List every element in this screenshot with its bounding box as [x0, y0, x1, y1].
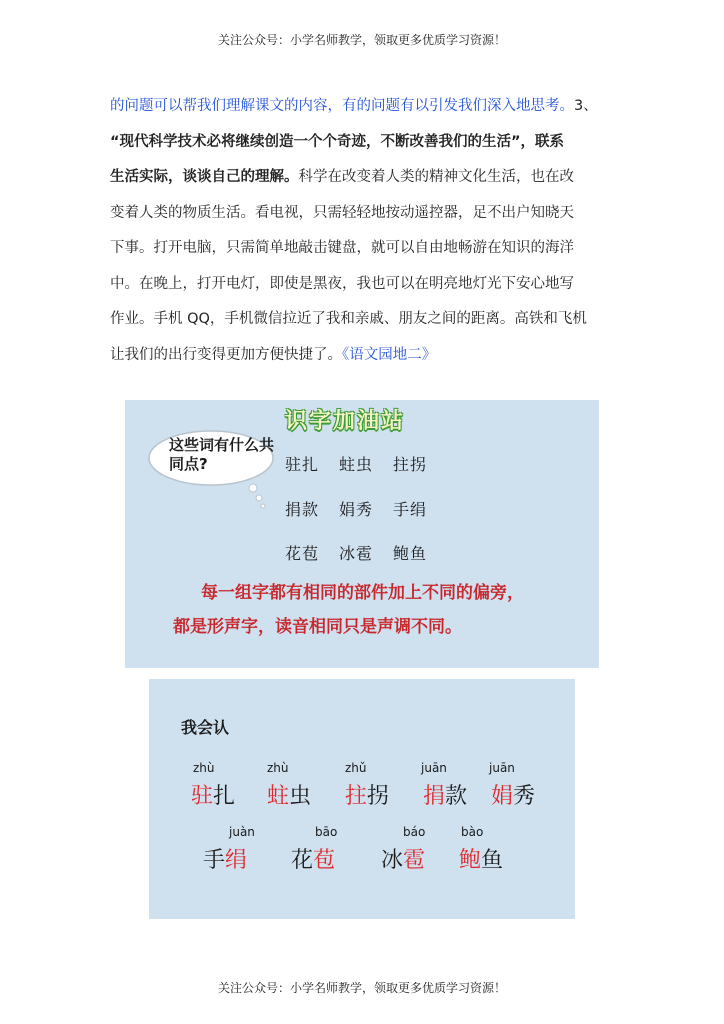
word: 拄拐 [393, 455, 428, 474]
word [459, 843, 503, 874]
word-row [285, 541, 447, 564]
pinyin: juàn [229, 825, 255, 839]
word: 花苞 [285, 544, 320, 563]
pinyin: juān [489, 761, 515, 775]
recognize-card [149, 679, 575, 919]
target-char: 鲍 [459, 848, 482, 873]
char: 花 [291, 848, 314, 873]
char: 拐 [367, 784, 390, 809]
body-line-blue: 的问题可以帮我们理解课文的内容，有的问题有以引发我们深入地思考。 [110, 98, 574, 114]
word: 驻扎 [285, 455, 320, 474]
pinyin: bào [461, 825, 484, 839]
target-char: 娟 [491, 784, 514, 809]
word: 冰雹 [339, 544, 374, 563]
word: 手绢 [393, 500, 428, 519]
target-char: 苞 [313, 848, 336, 873]
pinyin: báo [403, 825, 426, 839]
question-number: 3、 [574, 98, 598, 114]
body-line [110, 92, 618, 128]
word [491, 779, 535, 810]
body-line-bold: 生活实际，谈谈自己的理解。 [110, 169, 299, 185]
word: 捐款 [285, 500, 320, 519]
target-char: 雹 [403, 848, 426, 873]
word [191, 779, 235, 810]
word-row [285, 452, 447, 475]
body-line: 作业。手机 QQ，手机微信拉近了我和亲戚、朋友之间的距离。高铁和飞机 [110, 311, 587, 327]
body-line-rest: 科学在改变着人类的精神文化生活，也在改 [298, 169, 574, 185]
body-line: 中。在晚上，打开电灯，即使是黑夜，我也可以在明亮地灯光下安心地写 [110, 275, 574, 292]
pinyin: juān [421, 761, 447, 775]
pinyin: zhù [193, 761, 215, 775]
card-title: 我会认 [181, 715, 229, 738]
word: 娟秀 [339, 500, 374, 519]
char: 鱼 [481, 848, 504, 873]
bubble-question: 这些词有什么共同点? [169, 436, 275, 473]
word [291, 843, 335, 874]
target-char: 绢 [225, 848, 248, 873]
page-footer: 关注公众号：小学名师教学，领取更多优质学习资源！ [217, 981, 506, 995]
target-char: 蛀 [267, 784, 290, 809]
section-link[interactable]: 《语文园地二》 [342, 346, 437, 363]
body-line [110, 341, 618, 377]
word [267, 779, 311, 810]
word: 鲍鱼 [393, 544, 428, 563]
target-char: 捐 [423, 784, 446, 809]
body-line: 下事。打开电脑，只需简单地敲击键盘，就可以自由地畅游在知识的海洋 [110, 240, 574, 256]
body-line: 变着人类的物质生活。看电视，只需轻轻地按动遥控器，足不出户知晓天 [110, 204, 574, 221]
word [345, 779, 389, 810]
char: 秀 [513, 784, 536, 809]
note-line: 每一组字都有相同的部件加上不同的偏旁， [201, 583, 524, 603]
target-char: 拄 [345, 784, 368, 809]
char: 扎 [213, 784, 236, 809]
pinyin: zhǔ [345, 761, 367, 775]
note-line: 都是形声字，读音相同只是声调不同。 [173, 617, 462, 637]
card-title: 识字加油站 [285, 409, 406, 434]
char: 款 [445, 784, 468, 809]
pinyin: zhù [267, 761, 289, 775]
body-text [110, 92, 618, 376]
body-line: “现代科学技术必将继续创造一个个奇迹，不断改善我们的生活”，联系 [110, 133, 565, 150]
page-header: 关注公众号：小学名师教学，领取更多优质学习资源！ [217, 33, 506, 47]
word [423, 779, 467, 810]
body-line [110, 163, 618, 199]
target-char: 驻 [191, 784, 214, 809]
body-line-text: 让我们的出行变得更加方便快捷了。 [110, 346, 342, 363]
word-row [285, 497, 447, 520]
char: 冰 [381, 848, 404, 873]
char: 虫 [289, 784, 312, 809]
pinyin: bāo [315, 825, 338, 839]
word [203, 843, 247, 874]
literacy-card [125, 400, 599, 668]
char: 手 [203, 848, 226, 873]
word: 蛀虫 [339, 455, 374, 474]
word [381, 843, 425, 874]
